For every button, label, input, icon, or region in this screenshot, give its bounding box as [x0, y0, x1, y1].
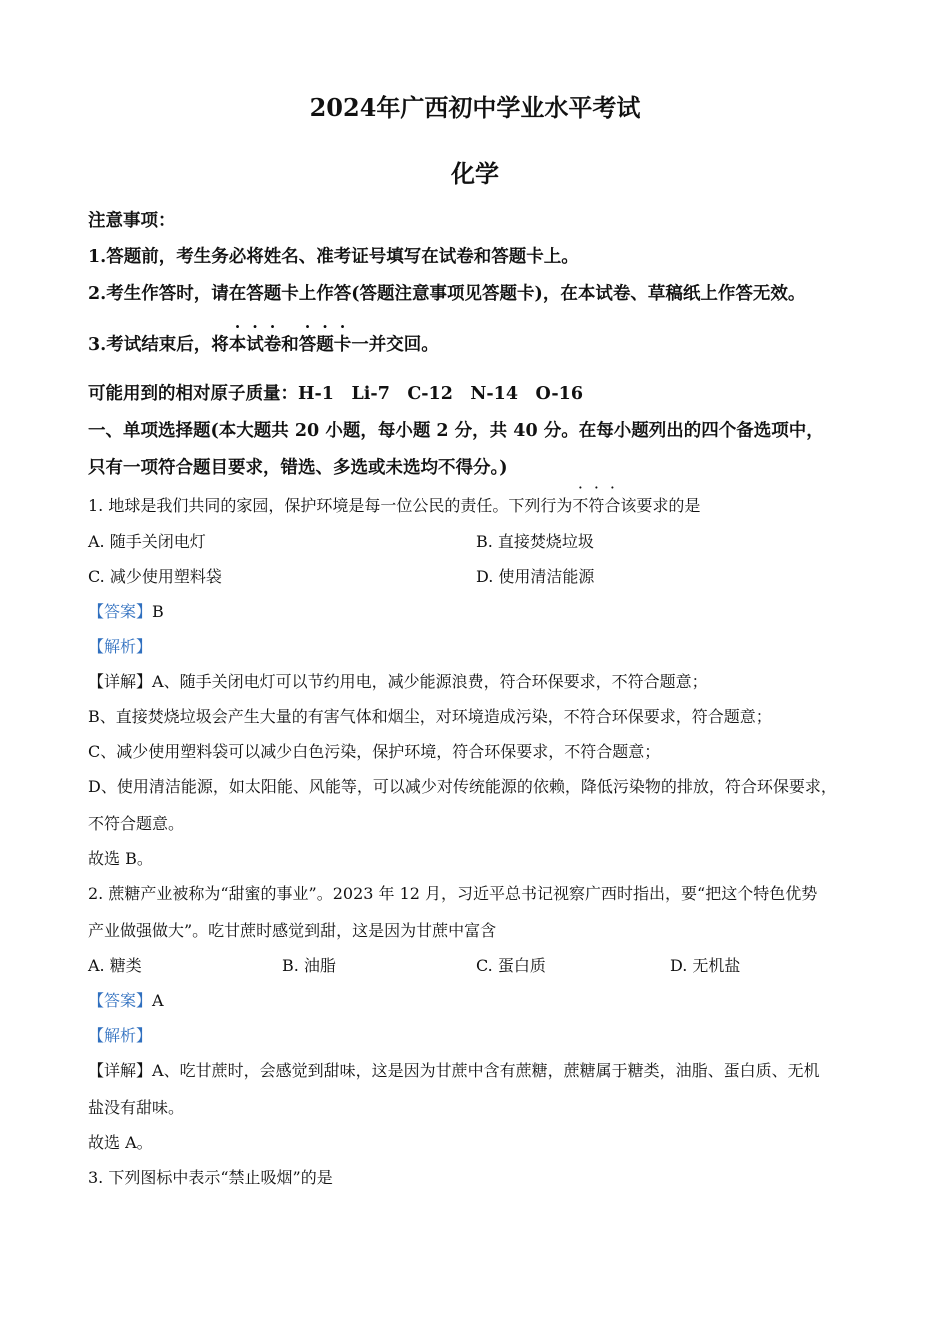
atomic-masses: 可能用到的相对原子质量：H-1 Li-7 C-12 N-14 O-16: [88, 384, 584, 404]
q1-detail-d-line-2: 不符合题意。: [88, 814, 185, 833]
q1-stem-pre: 1. 地球是我们共同的家园，保护环境是每一位公民的责任。下列行为: [88, 496, 573, 515]
q1-option-b: B. 直接焚烧垃圾: [476, 532, 594, 551]
q1-analysis-tag: 【解析】: [88, 637, 153, 656]
q3-stem: 3. 下列图标中表示“禁止吸烟”的是: [88, 1168, 333, 1187]
q1-option-a: A. 随手关闭电灯: [88, 532, 206, 551]
q1-option-d: D. 使用清洁能源: [476, 567, 595, 586]
q2-analysis-tag: 【解析】: [88, 1026, 153, 1045]
q1-answer: [88, 601, 164, 623]
detail-tag: 【详解】: [88, 672, 153, 691]
q2-answer: [88, 990, 164, 1012]
q2-option-d: D. 无机盐: [670, 956, 741, 975]
emphasis-char: 卷: [263, 335, 282, 355]
detail-text: A、吃甘蔗时，会感觉到甜味，这是因为甘蔗中含有蔗糖，蔗糖属于糖类，油脂、蛋白质、无机: [152, 1061, 820, 1080]
q1-stem: [88, 495, 700, 517]
emphasis-char: 答: [298, 335, 317, 355]
emphasis-char: 本: [228, 335, 247, 355]
q1-detail-c: C、减少使用塑料袋可以减少白色污染，保护环境，符合环保要求，不符合题意；: [88, 742, 661, 761]
section-heading-line-2: 只有一项符合题目要求，错选、多选或未选均不得分。): [88, 458, 508, 478]
emphasis-char: 卡: [333, 335, 352, 355]
answer-tag: 【答案】: [88, 602, 153, 621]
answer-value: B: [152, 602, 164, 621]
q2-detail-line-2: 盐没有甜味。: [88, 1098, 185, 1117]
q1-option-c: C. 减少使用塑料袋: [88, 567, 222, 586]
q2-option-b: B. 油脂: [282, 956, 336, 975]
detail-tag: 【详解】: [88, 1061, 153, 1080]
notice-item-3: [88, 334, 439, 356]
emphasis-char: 符: [588, 496, 605, 515]
q1-detail-d-line-1: D、使用清洁能源，如太阳能、风能等，可以减少对传统能源的依赖，降低污染物的排放，符合环保要求，: [88, 777, 837, 796]
q2-option-a: A. 糖类: [88, 956, 142, 975]
emphasis-char: 合: [604, 496, 621, 515]
notice-item-2: 2.考生作答时，请在答题卡上作答(答题注意事项见答题卡)，在本试卷、草稿纸上作答无效。: [88, 284, 806, 304]
q1-detail-a: [88, 671, 708, 693]
notice-3-post: 一并交回。: [351, 335, 439, 355]
q1-detail-b: B、直接焚烧垃圾会产生大量的有害气体和烟尘，对环境造成污染，不符合环保要求，符合题意；: [88, 707, 772, 726]
notice-3-pre: 3.考试结束后，将: [88, 335, 229, 355]
q1-conclusion: 故选 B。: [88, 849, 153, 868]
notice-item-1: 1.答题前，考生务必将姓名、准考证号填写在试卷和答题卡上。: [88, 247, 579, 267]
section-heading-line-1: 一、单项选择题(本大题共 20 小题，每小题 2 分，共 40 分。在每小题列出的四个备选项中，: [88, 421, 824, 441]
subject-title: 化学: [451, 159, 499, 188]
q2-detail-line-1: [88, 1060, 820, 1082]
emphasis-char: 试: [246, 335, 264, 355]
q2-option-c: C. 蛋白质: [476, 956, 546, 975]
notice-3-mid: 和: [281, 335, 299, 355]
q2-conclusion: 故选 A。: [88, 1133, 153, 1152]
answer-tag: 【答案】: [88, 991, 153, 1010]
notice-heading: 注意事项：: [88, 211, 176, 231]
emphasis-char: 题: [316, 335, 334, 355]
detail-text: A、随手关闭电灯可以节约用电，减少能源浪费，符合环保要求，不符合题意；: [152, 672, 708, 691]
answer-value: A: [152, 991, 164, 1010]
q1-stem-post: 该要求的是: [620, 496, 701, 515]
exam-title: 2024年广西初中学业水平考试: [309, 93, 641, 122]
q2-stem-line-2: 产业做强做大”。吃甘蔗时感觉到甜，这是因为甘蔗中富含: [88, 921, 497, 940]
q2-stem-line-1: 2. 蔗糖产业被称为“甜蜜的事业”。2023 年 12 月，习近平总书记视察广西时指出，要“把这个特色优势: [88, 884, 818, 903]
emphasis-char: 不: [572, 496, 589, 515]
